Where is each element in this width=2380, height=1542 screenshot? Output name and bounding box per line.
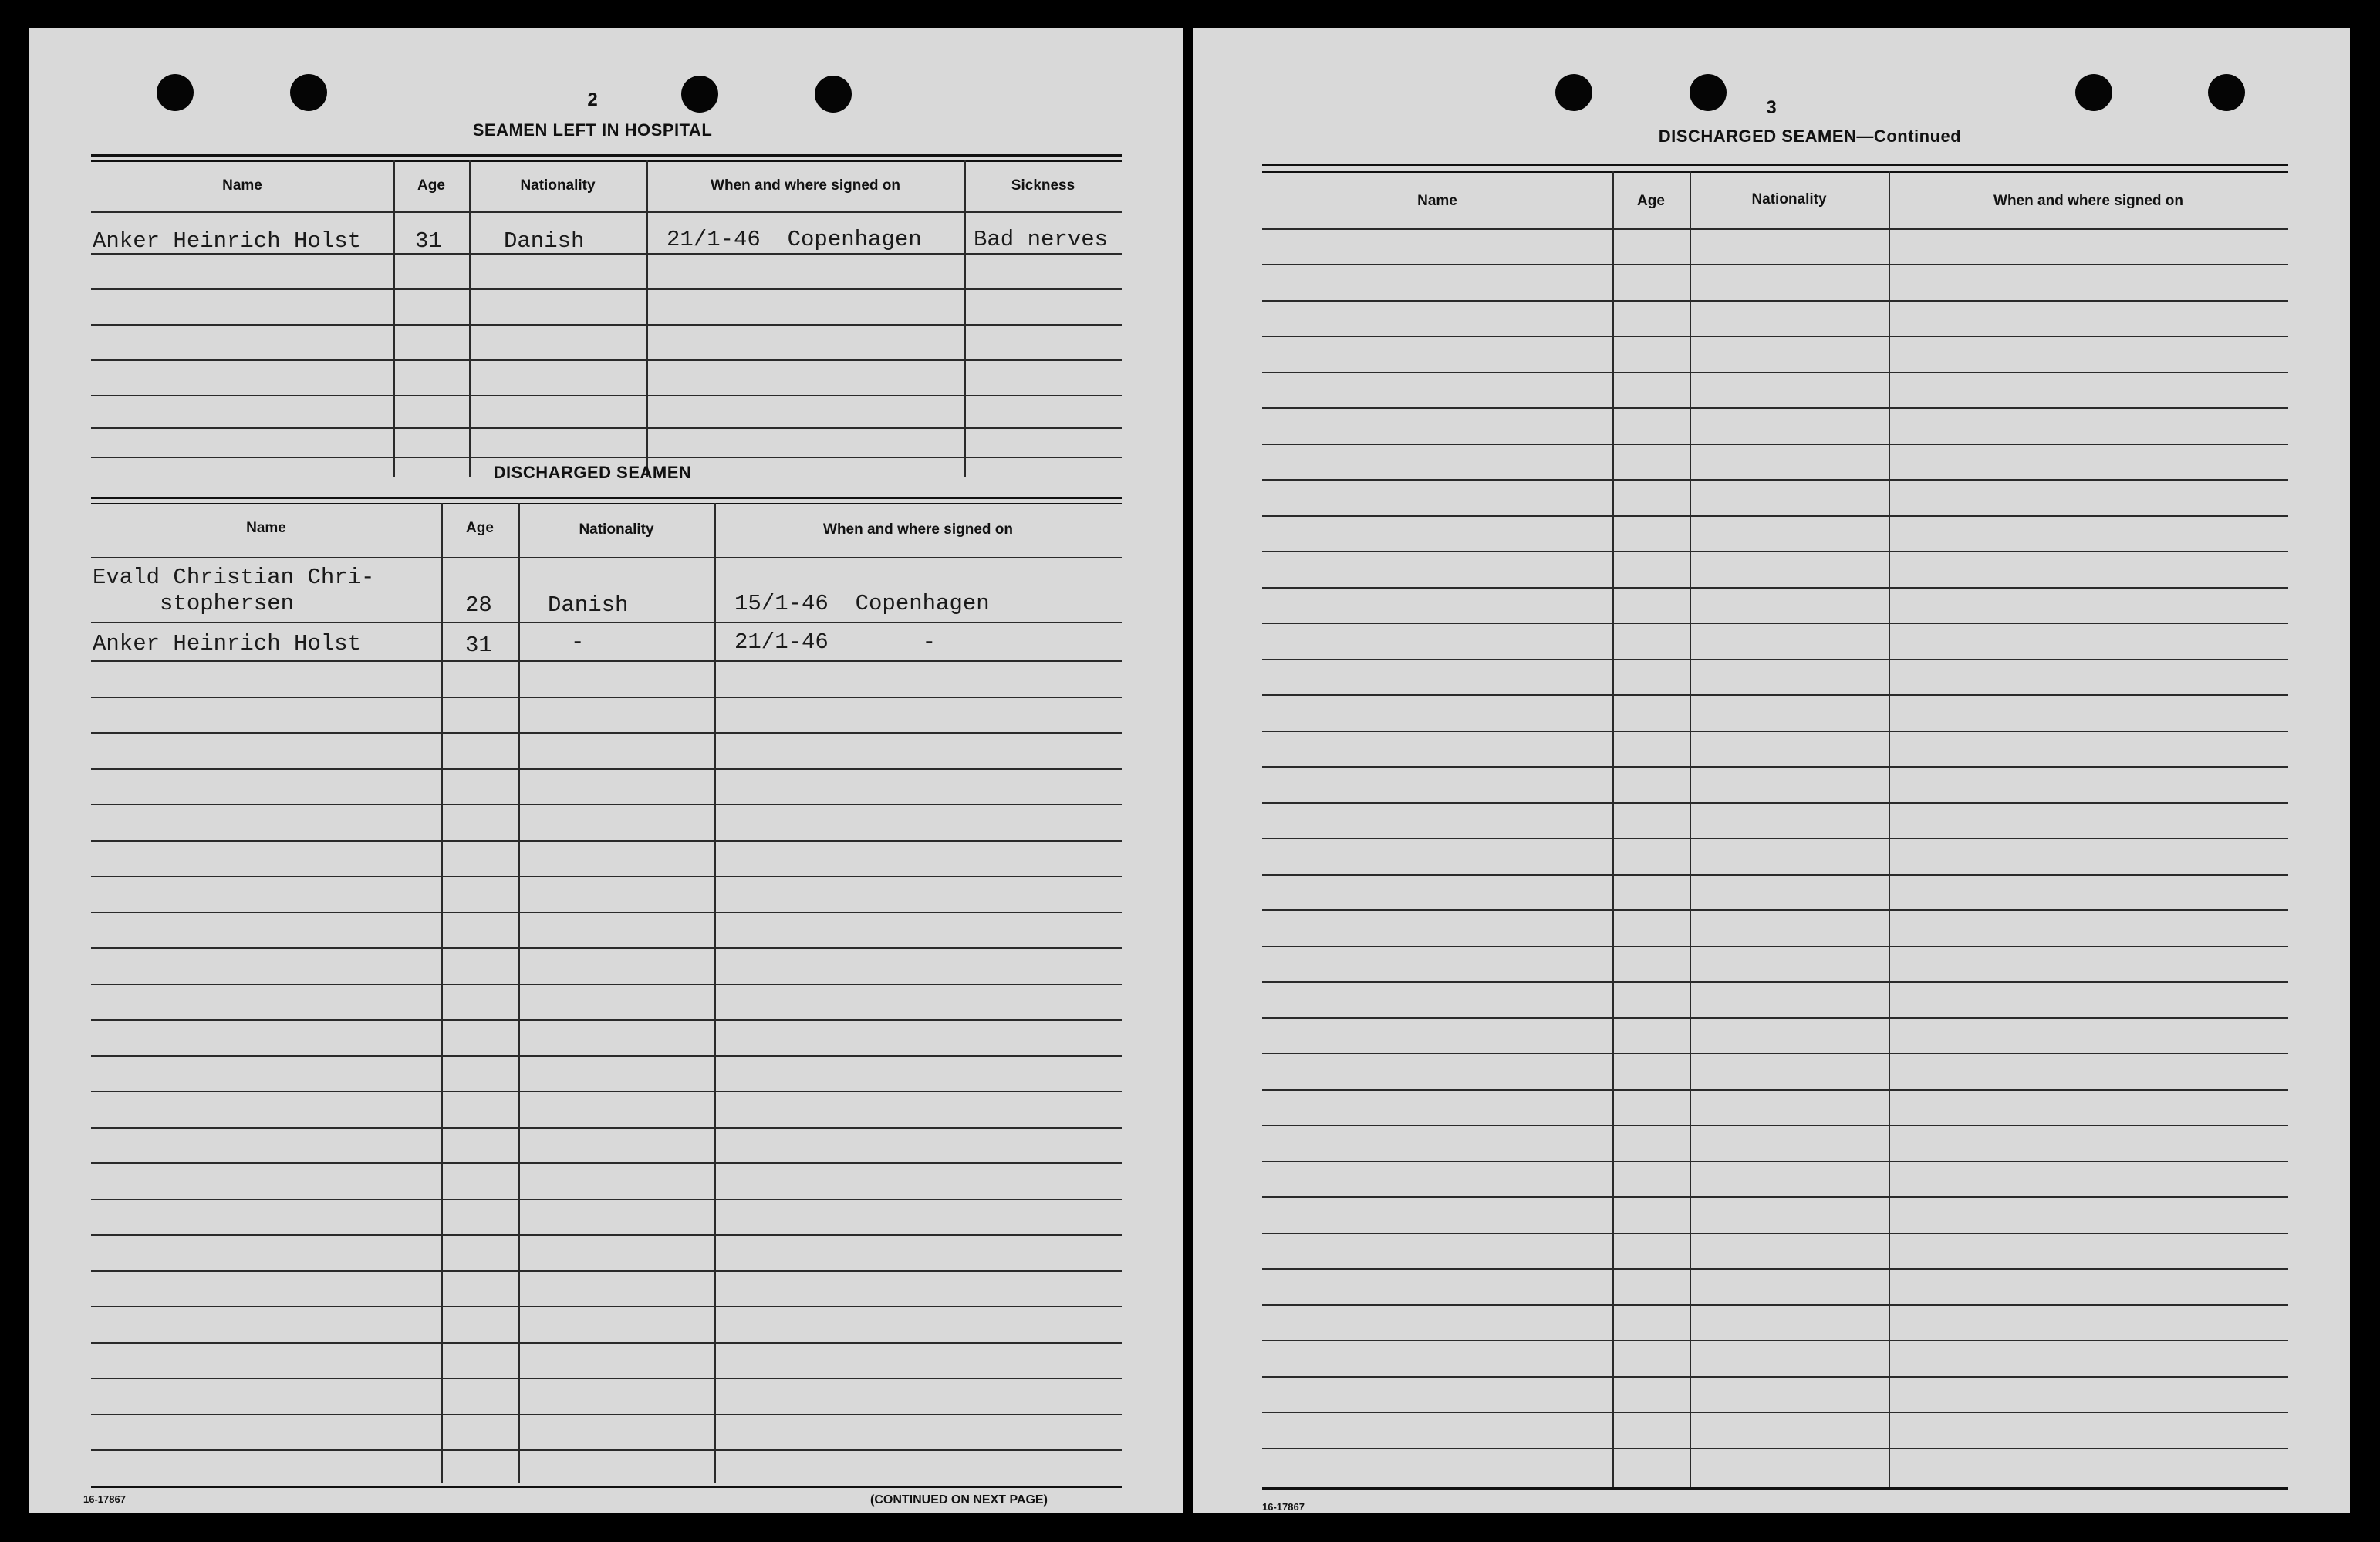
header-sickness: Sickness	[1011, 177, 1075, 194]
signed-on-cell: 21/1-46 Copenhagen	[667, 227, 922, 252]
table-row-line	[1262, 300, 2288, 302]
column-divider	[964, 160, 966, 477]
table-row-line	[91, 697, 1122, 698]
table-row-line	[91, 876, 1122, 877]
table-row-line	[91, 660, 1122, 662]
name-cell: Evald Christian Chri-	[93, 565, 375, 590]
header-signed-on: When and where signed on	[711, 177, 900, 194]
punch-hole	[290, 74, 327, 111]
table-row-line	[1262, 838, 2288, 839]
table-row-line	[91, 1270, 1122, 1272]
table-row-line	[91, 1055, 1122, 1057]
table-row-line	[91, 1199, 1122, 1200]
table-row-line	[1262, 766, 2288, 768]
table-row-line	[1262, 1448, 2288, 1449]
table-row-line	[1262, 551, 2288, 552]
header-age: Age	[417, 177, 445, 194]
table-row-line	[1262, 694, 2288, 696]
header-nationality: Nationality	[1751, 191, 1827, 208]
table-row-line	[1262, 1412, 2288, 1413]
punch-hole	[815, 76, 852, 113]
header-name: Name	[1417, 193, 1457, 209]
discharged-section-title: DISCHARGED SEAMEN	[493, 463, 692, 482]
table-row-line	[1262, 1089, 2288, 1091]
right-page	[1193, 28, 2350, 1513]
table-row-line	[1262, 1233, 2288, 1234]
top-rule	[1262, 164, 2288, 166]
table-row-line	[91, 1414, 1122, 1415]
column-divider	[393, 160, 395, 477]
punch-hole	[157, 74, 194, 111]
table-row-line	[1262, 1161, 2288, 1162]
table-row-line	[1262, 228, 2288, 230]
header-age: Age	[1637, 193, 1665, 209]
table-row-line	[1262, 731, 2288, 732]
column-divider	[441, 503, 443, 1483]
column-divider	[1690, 171, 1691, 1487]
nationality-cell: -	[571, 629, 585, 655]
table-row-line	[1262, 1376, 2288, 1378]
table-row-line	[1262, 874, 2288, 876]
name-cell-continued: stophersen	[93, 591, 295, 616]
left-page	[29, 28, 1183, 1513]
table-row-line	[1262, 659, 2288, 660]
table-row-line	[91, 1019, 1122, 1021]
column-divider	[518, 503, 520, 1483]
name-cell: Anker Heinrich Holst	[93, 631, 362, 656]
table-row-line	[91, 622, 1122, 623]
top-rule	[91, 160, 1122, 162]
header-name: Name	[246, 520, 286, 536]
table-row-line	[91, 359, 1122, 361]
top-rule	[91, 503, 1122, 504]
header-age: Age	[466, 520, 494, 536]
table-row-line	[1262, 981, 2288, 983]
table-row-line	[1262, 587, 2288, 589]
table-row-line	[91, 288, 1122, 290]
table-row-line	[91, 947, 1122, 949]
signed-on-cell: 15/1-46 Copenhagen	[734, 591, 990, 616]
table-row-line	[1262, 372, 2288, 373]
form-number: 16-17867	[83, 1493, 126, 1505]
discharged-continued-title: DISCHARGED SEAMEN—Continued	[1658, 127, 1962, 146]
column-divider	[1612, 171, 1614, 1487]
table-row-line	[91, 1162, 1122, 1164]
page-number: 3	[1766, 97, 1777, 118]
header-nationality: Nationality	[579, 521, 654, 538]
table-row-line	[91, 427, 1122, 429]
form-number: 16-17867	[1262, 1501, 1305, 1513]
top-rule	[1262, 171, 2288, 173]
table-row-line	[1262, 336, 2288, 337]
bottom-rule	[91, 1486, 1122, 1488]
table-row-line	[91, 395, 1122, 396]
age-cell: 28	[465, 592, 492, 618]
punch-hole	[1690, 74, 1727, 111]
table-row-line	[1262, 1304, 2288, 1306]
hospital-section-title: SEAMEN LEFT IN HOSPITAL	[472, 120, 713, 140]
table-row-line	[91, 804, 1122, 805]
table-row-line	[91, 457, 1122, 458]
header-nationality: Nationality	[520, 177, 596, 194]
punch-hole	[1555, 74, 1592, 111]
table-row-line	[1262, 1125, 2288, 1126]
table-row-line	[91, 557, 1122, 558]
header-signed-on: When and where signed on	[823, 521, 1013, 538]
punch-hole	[2208, 74, 2245, 111]
table-row-line	[1262, 407, 2288, 409]
table-row-line	[1262, 1268, 2288, 1270]
sickness-cell: Bad nerves	[974, 227, 1109, 252]
top-rule	[91, 497, 1122, 499]
page-number: 2	[587, 89, 598, 110]
header-name: Name	[222, 177, 262, 194]
table-row-line	[1262, 479, 2288, 481]
column-divider	[714, 503, 716, 1483]
table-row-line	[91, 912, 1122, 913]
column-divider	[646, 160, 648, 477]
table-row-line	[91, 253, 1122, 255]
nationality-cell: Danish	[504, 228, 585, 254]
header-signed-on: When and where signed on	[1993, 193, 2183, 209]
table-row-line	[1262, 623, 2288, 624]
table-row-line	[91, 1234, 1122, 1236]
table-row-line	[1262, 515, 2288, 517]
table-row-line	[91, 324, 1122, 326]
table-row-line	[1262, 444, 2288, 445]
signed-on-cell: 21/1-46 -	[734, 629, 937, 655]
table-row-line	[91, 211, 1122, 213]
punch-hole	[681, 76, 718, 113]
table-row-line	[1262, 802, 2288, 804]
table-row-line	[91, 1306, 1122, 1307]
table-row-line	[91, 984, 1122, 985]
table-row-line	[1262, 1196, 2288, 1198]
table-row-line	[91, 1378, 1122, 1379]
bottom-rule	[1262, 1487, 2288, 1490]
nationality-cell: Danish	[548, 592, 629, 618]
table-row-line	[91, 1342, 1122, 1344]
table-row-line	[1262, 264, 2288, 265]
table-row-line	[1262, 946, 2288, 947]
table-row-line	[1262, 909, 2288, 911]
table-row-line	[1262, 1017, 2288, 1019]
column-divider	[1889, 171, 1890, 1487]
table-row-line	[91, 768, 1122, 770]
age-cell: 31	[415, 228, 442, 254]
continued-note: (CONTINUED ON NEXT PAGE)	[870, 1493, 1048, 1507]
table-row-line	[91, 840, 1122, 842]
age-cell: 31	[465, 633, 492, 658]
column-divider	[469, 160, 471, 477]
top-rule	[91, 154, 1122, 157]
table-row-line	[1262, 1340, 2288, 1341]
table-row-line	[1262, 1053, 2288, 1054]
table-row-line	[91, 1449, 1122, 1451]
name-cell: Anker Heinrich Holst	[93, 228, 362, 254]
punch-hole	[2075, 74, 2112, 111]
table-row-line	[91, 1091, 1122, 1092]
table-row-line	[91, 732, 1122, 734]
table-row-line	[91, 1127, 1122, 1129]
